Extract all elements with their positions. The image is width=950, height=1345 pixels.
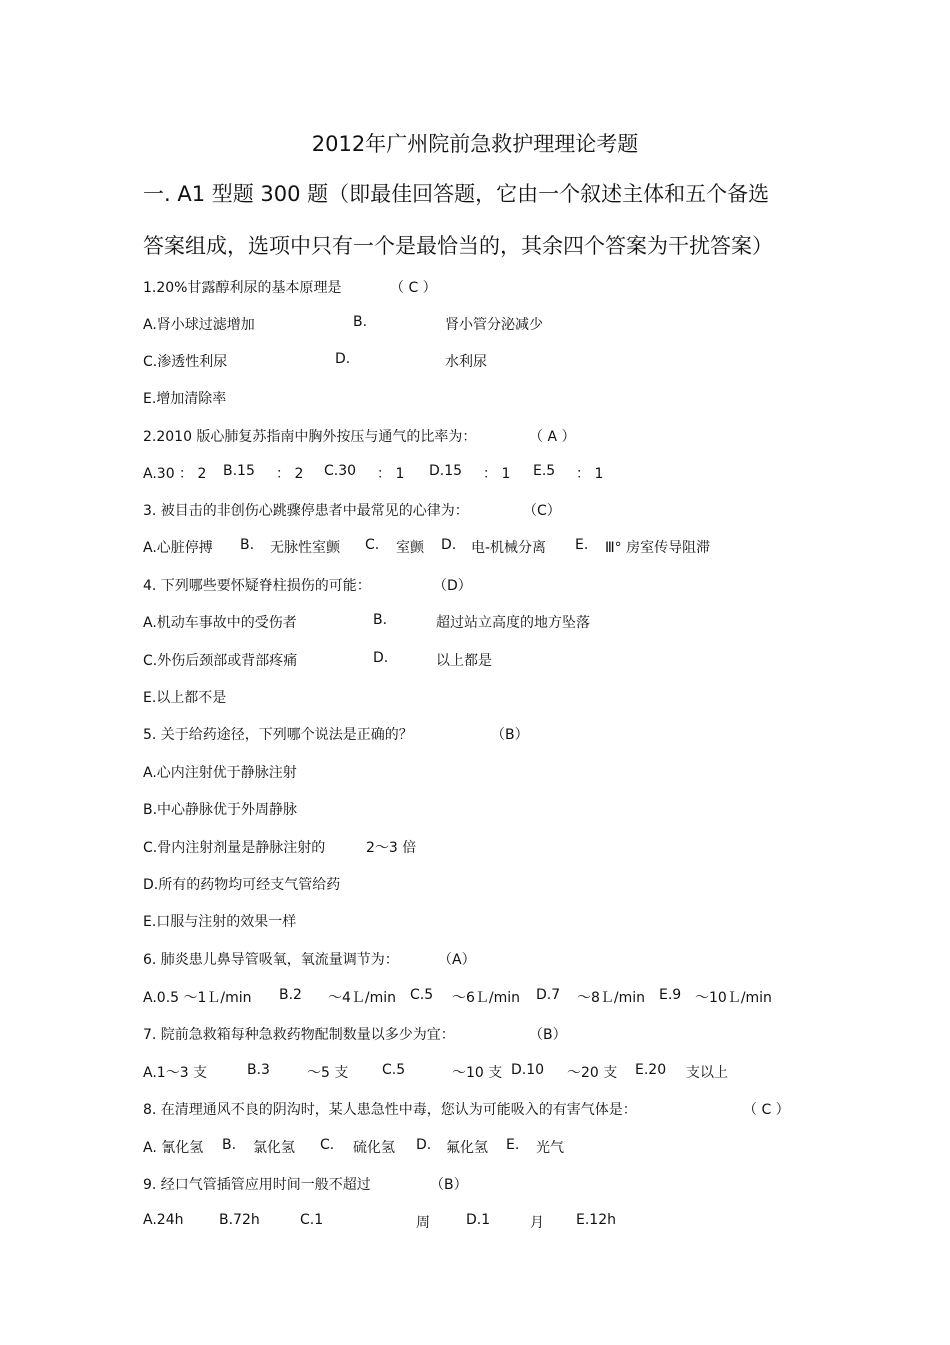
section-heading-line-2: 答案组成，选项中只有一个是最恰当的，其余四个答案为干扰答案） bbox=[143, 234, 773, 258]
section-heading-line-1: 一. A1 型题 300 题（即最佳回答题，它由一个叙述主体和五个备选 bbox=[143, 182, 770, 206]
question-7-answer: （B） bbox=[529, 1027, 567, 1043]
question-8-answer: （ C ） bbox=[743, 1102, 790, 1118]
question-6-answer: （A） bbox=[438, 952, 476, 968]
question-5-answer: （B） bbox=[491, 727, 529, 743]
question-2-answer: （ A ） bbox=[529, 429, 576, 445]
page-title: 2012年广州院前急救护理理论考题 bbox=[311, 132, 639, 156]
question-9-answer: （B） bbox=[430, 1177, 468, 1193]
question-1-answer: （ C ） bbox=[390, 280, 437, 296]
question-3-answer: （C） bbox=[523, 503, 561, 519]
question-4-answer: （D） bbox=[433, 578, 472, 594]
